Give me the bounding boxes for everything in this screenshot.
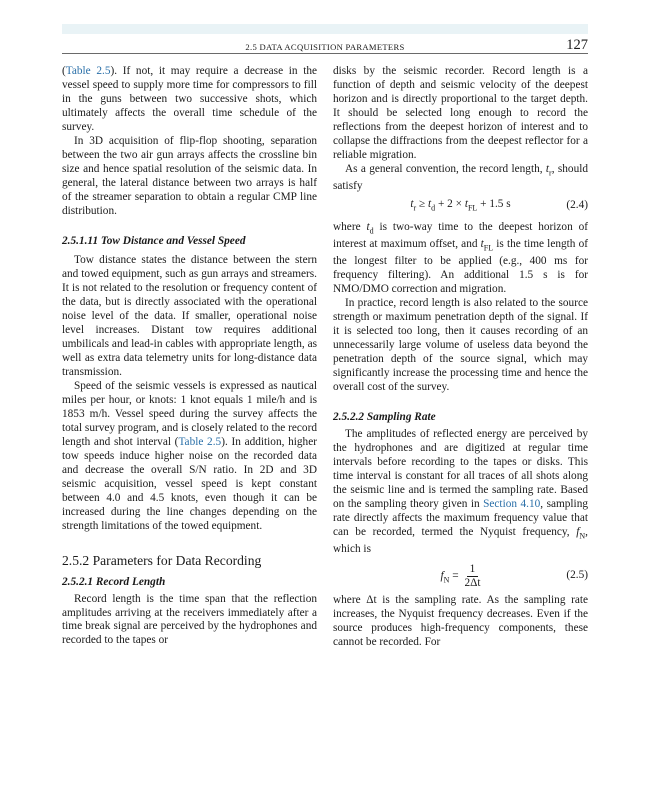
paragraph: Speed of the seismic vessels is expressed as nautical miles per hour, or knots: 1 knot equals 1 mile/h and is 1853 m/h. Vessel speed during the survey affects the total survey program, and is closely related to the record length and shot interval (Table 2.5). In addition, higher tow speeds induce higher noise on the recorded data and decrease the overall S/N ratio. In 2D and 3D seismic acquisition, vessel speed is kept constant between 4.0 and 4.5 knots, even though it can be increased during the line changes depending on the strength limitations of the towed equipment. [62,380,317,532]
equation-number: (2.5) [566,569,588,582]
table-2-5-link[interactable]: Table 2.5 [65,65,111,77]
section-heading: 2.5.2 Parameters for Data Recording [62,552,262,568]
running-title: 2.5 DATA ACQUISITION PARAMETERS [245,42,405,52]
fraction: $\frac{1}{2\Delta t}$ [464,562,481,589]
left-column [62,65,317,648]
equation-2-4 [333,198,588,215]
equation-body: $t_r \ge t_d + 2 \times t_{FL} + 1.5$ s [410,197,511,213]
equation-body: $f_N$ = $\frac{1}{2\Delta t}$ [440,562,481,589]
paragraph: disks by the seismic recorder. Record length is a function of depth and seismic velocity of the deepest horizon and is directly proportional to the target depth. It should be selected long enough to record the reflections from the deepest horizon of interest and to collapse the diffractions from the deepest reflector for a reliable migration. [333,65,588,161]
paragraph: In 3D acquisition of flip-flop shooting, separation between the two air gun arrays affects the crossline bin size and hence spatial resolution of the seismic data. In general, the lateral distance between two arrays is half of the streamer separation to obtain a regular CMP line distribution. [62,134,317,217]
paragraph: Record length is the time span that the reflection amplitudes arriving at the receivers immediately after a time break signal are perceived by the hydrophones and recorded to the tapes or [62,592,317,647]
running-header [62,37,588,54]
paragraph: The amplitudes of reflected energy are perceived by the hydrophones and are digitized at regular time intervals before recording to the tapes or disks. This time interval is constant for all traces of all shots along the seismic line and is termed the sampling rate. Based on the sampling theory given in Section 4.10, sampling rate directly affects the maximum frequency value that can be recorded, termed the Nyquist frequency, $f_N$, which is [333,427,588,555]
header-rule [62,53,588,54]
paragraph: In practice, record length is also related to the source strength or maximum penetration depth of the signal. If it is selected too long, then it causes recording of an unnecessarily large volume of useless data beyond the penetration depth of the source signal, which may significantly increase the processing time and hence the overall cost of the survey. [333,297,588,394]
paragraph: (Table 2.5). If not, it may require a decrease in the vessel speed to supply more time for compressors to fill in the guns between two successive shots, which ultimately affects the overall time schedule of the survey. [62,65,318,133]
paragraph: where $t_d$ is two-way time to the deepest horizon of interest at maximum offset, and $t_{FL}$ is the time length of the longest filter to be applied (e.g., 400 ms for frequency filtering). An additional 1.5 s is for NMO/DMO correction and migration. [333,221,589,296]
page-number: 127 [566,37,588,53]
paragraph: Tow distance states the distance between the stern and towed equipment, such as gun arrays and streamers. It is not related to the resolution or frequency content of the data, but is directly associated with the operational noise level of the data. If smaller, operational noise level increases. Distant tow requires additional umbilicals and lead-in cables with appropriate length, as well as extra data telemetry units for long-distance data transmission. [62,254,317,379]
right-column [333,65,588,650]
equation-2-5 [333,563,588,590]
subsection-heading: 2.5.1.11 Tow Distance and Vessel Speed [62,235,246,248]
section-4-10-link[interactable]: Section 4.10 [483,497,541,510]
subsection-heading: 2.5.2.1 Record Length [62,575,166,588]
equation-number: (2.4) [566,199,588,212]
subsection-heading: 2.5.2.2 Sampling Rate [333,410,436,423]
header-band [62,24,588,34]
paragraph: As a general convention, the record length, $t_r$, should satisfy [333,162,589,192]
table-2-5-link[interactable]: Table 2.5 [178,435,222,448]
paragraph: where Δt is the sampling rate. As the sampling rate increases, the Nyquist frequency decreases. Even if the source produces high-frequency components, these cannot be recorded. For [333,593,588,648]
